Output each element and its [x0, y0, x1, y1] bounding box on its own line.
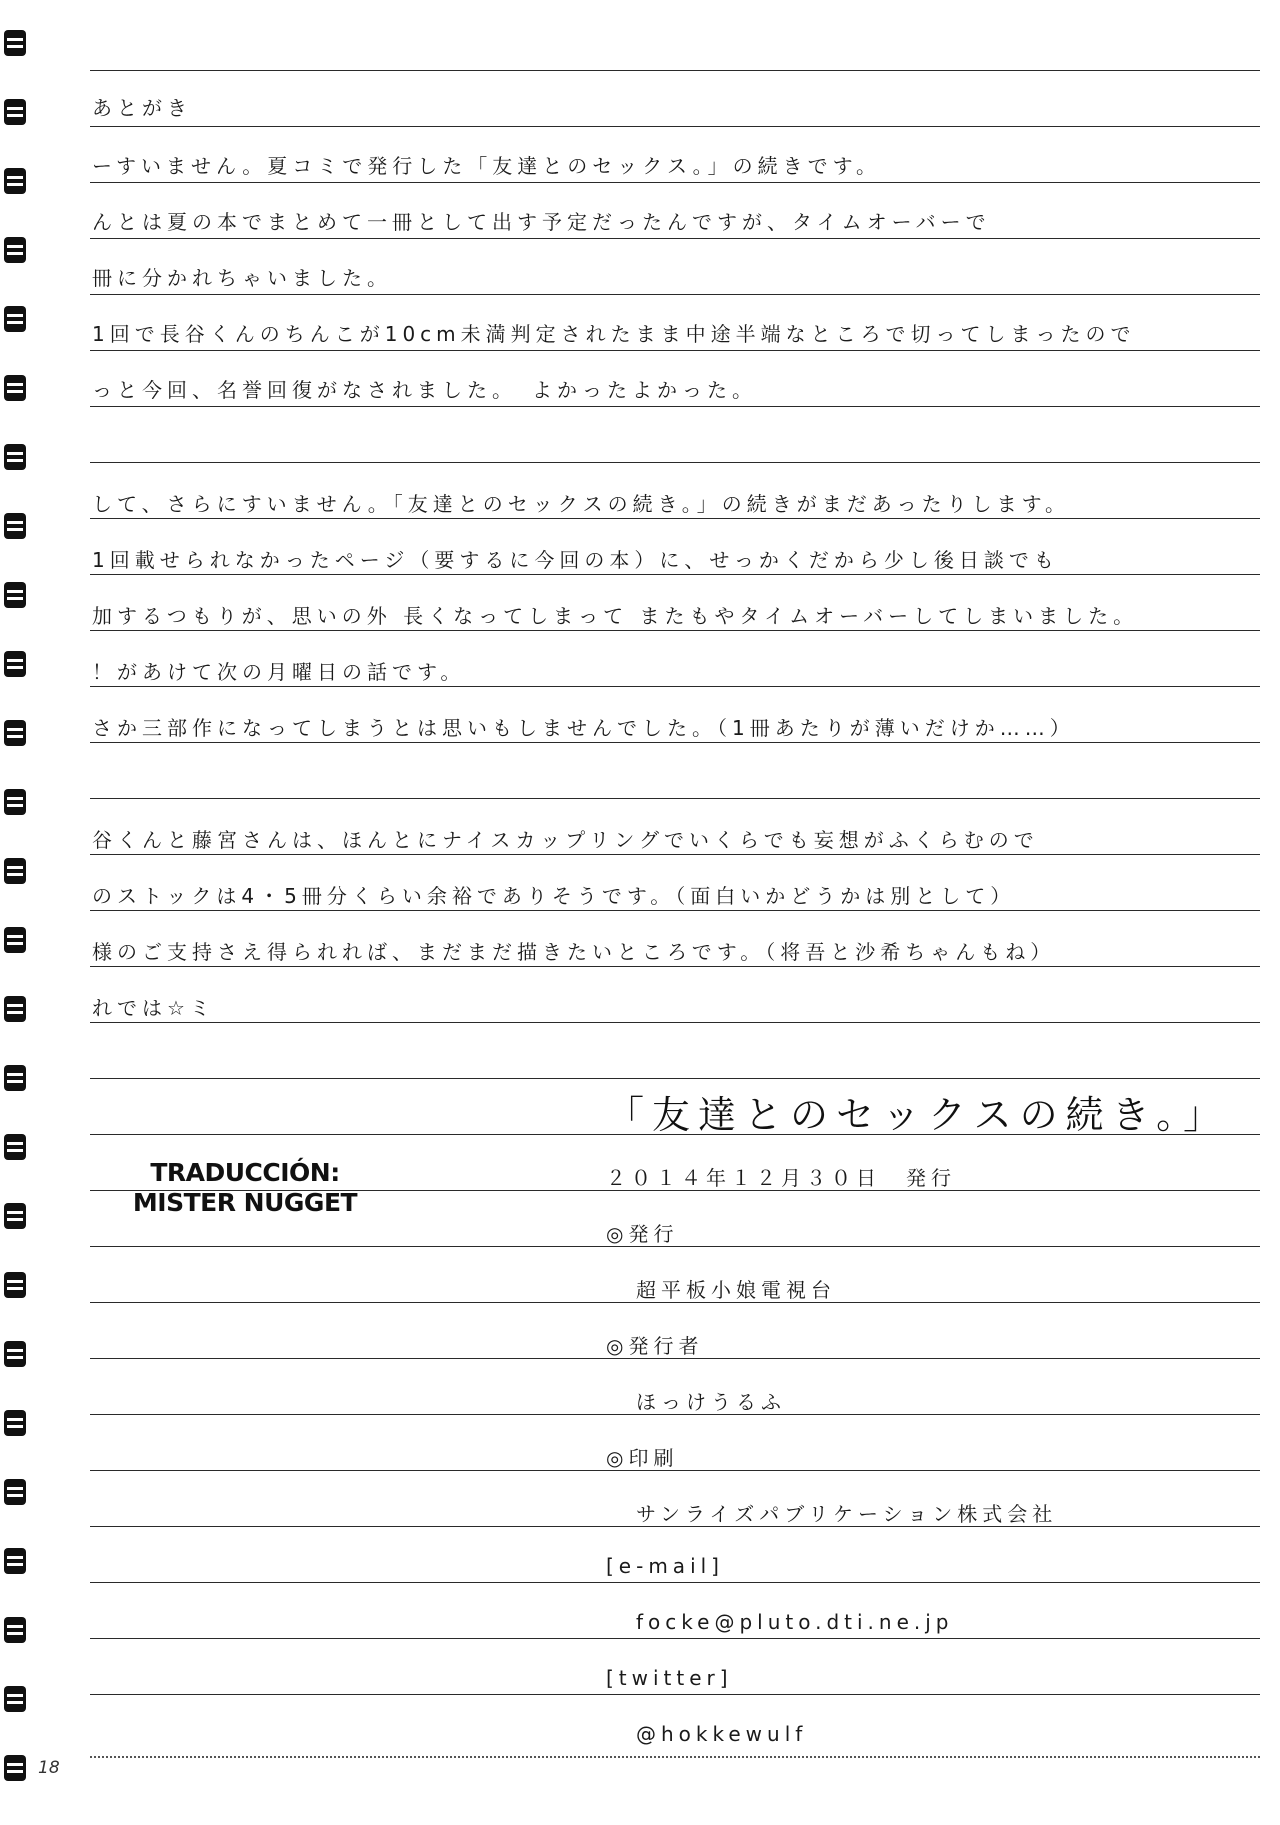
- binder-ring: [4, 1479, 26, 1505]
- ruled-line: [90, 406, 1260, 407]
- afterword-line: 加するつもりが、思いの外 長くなってしまって またもやタイムオーバーしてしまいました。: [92, 604, 1139, 628]
- ruled-line: [90, 294, 1260, 295]
- afterword-line: 様のご支持さえ得られれば、まだまだ描きたいところです。（将吾と沙希ちゃんもね）: [92, 940, 1056, 964]
- ruled-line: [90, 630, 1260, 631]
- binder-ring: [4, 99, 26, 125]
- binder-ring: [4, 789, 26, 815]
- credit-line-1: TRADUCCIÓN:: [150, 1158, 340, 1187]
- binder-ring: [4, 1410, 26, 1436]
- ruled-line: [90, 1078, 1260, 1079]
- author-name: ほっけうるふ: [636, 1390, 786, 1414]
- binder-ring: [4, 720, 26, 746]
- binder-ring: [4, 306, 26, 332]
- ruled-line: [90, 182, 1260, 183]
- afterword-line: 冊に分かれちゃいました。: [92, 266, 392, 290]
- binder-ring: [4, 1272, 26, 1298]
- binder-ring: [4, 996, 26, 1022]
- binder-ring: [4, 30, 26, 56]
- binder-ring: [4, 375, 26, 401]
- ruled-line: [90, 798, 1260, 799]
- binder-ring: [4, 168, 26, 194]
- ruled-line: [90, 238, 1260, 239]
- binder-ring: [4, 651, 26, 677]
- ruled-line: [90, 574, 1260, 575]
- printer-name: サンライズパブリケーション株式会社: [636, 1502, 1058, 1526]
- ruled-line: [90, 1022, 1260, 1023]
- twitter-handle: @hokkewulf: [636, 1722, 808, 1746]
- binder-ring: [4, 513, 26, 539]
- afterword-line: のストックは4・5冊分くらい余裕でありそうです。（面白いかどうかは別として）: [92, 884, 1016, 908]
- book-title: 「友達とのセックスの続き。」: [606, 1093, 1230, 1137]
- binder-ring: [4, 1341, 26, 1367]
- afterword-line: 1回載せられなかったページ（要するに今回の本）に、せっかくだから少し後日談でも: [92, 548, 1059, 572]
- afterword-line: んとは夏の本でまとめて一冊として出す予定だったんですが、タイムオーバーで: [92, 210, 991, 234]
- ruled-line: [90, 70, 1260, 71]
- ruled-line: [90, 518, 1260, 519]
- binder-ring: [4, 237, 26, 263]
- ruled-line: [90, 462, 1260, 463]
- ruled-line: [90, 350, 1260, 351]
- binder-ring: [4, 1134, 26, 1160]
- ruled-line: [90, 1582, 1260, 1583]
- printer-label: ◎印刷: [606, 1446, 679, 1470]
- email-label: [e-mail]: [606, 1554, 724, 1578]
- afterword-line: ！があけて次の月曜日の話です。: [92, 660, 466, 684]
- afterword-line: ーすいません。夏コミで発行した「友達とのセックス。」の続きです。: [92, 154, 881, 178]
- binder-ring: [4, 1686, 26, 1712]
- ruled-line: [90, 126, 1260, 127]
- binder-ring: [4, 1755, 26, 1781]
- afterword-line: 谷くんと藤宮さんは、ほんとにナイスカップリングでいくらでも妄想がふくらむので: [92, 828, 1039, 852]
- afterword-line: さか三部作になってしまうとは思いもしませんでした。（1冊あたりが薄いだけか……）: [92, 716, 1075, 740]
- binder-ring: [4, 582, 26, 608]
- afterword-heading: あとがき: [92, 96, 192, 120]
- publication-date: ２０１４年１２月３０日 発行: [606, 1166, 956, 1190]
- binder-ring: [4, 444, 26, 470]
- binder-ring: [4, 1617, 26, 1643]
- afterword-line: 1回で長谷くんのちんこが10cm未満判定されたまま中途半端なところで切ってしまったので: [92, 322, 1136, 346]
- binder-ring: [4, 1548, 26, 1574]
- twitter-label: [twitter]: [606, 1666, 733, 1690]
- publisher-label: ◎発行: [606, 1222, 679, 1246]
- binder-ring: [4, 1203, 26, 1229]
- credit-line-2: MISTER NUGGET: [132, 1188, 358, 1217]
- binder-ring: [4, 858, 26, 884]
- ruled-line: [90, 966, 1260, 967]
- page-number: 18: [38, 1758, 60, 1778]
- afterword-line: っと今回、名誉回復がなされました。 よかったよかった。: [92, 378, 757, 402]
- afterword-sign-off: れでは☆ミ: [92, 996, 215, 1020]
- email-address: focke@pluto.dti.ne.jp: [636, 1610, 954, 1634]
- ruled-line: [90, 910, 1260, 911]
- dotted-bottom-line: [90, 1756, 1260, 1758]
- author-label: ◎発行者: [606, 1334, 704, 1358]
- ruled-line: [90, 1638, 1260, 1639]
- binder-ring: [4, 927, 26, 953]
- ruled-line: [90, 854, 1260, 855]
- ruled-line: [90, 686, 1260, 687]
- binder-ring: [4, 1065, 26, 1091]
- afterword-line: して、さらにすいません。「友達とのセックスの続き。」の続きがまだあったりします。: [92, 492, 1070, 516]
- publisher-name: 超平板小娘電視台: [636, 1278, 836, 1302]
- ruled-line: [90, 742, 1260, 743]
- translation-credit: [130, 1158, 360, 1218]
- ruled-line: [90, 1694, 1260, 1695]
